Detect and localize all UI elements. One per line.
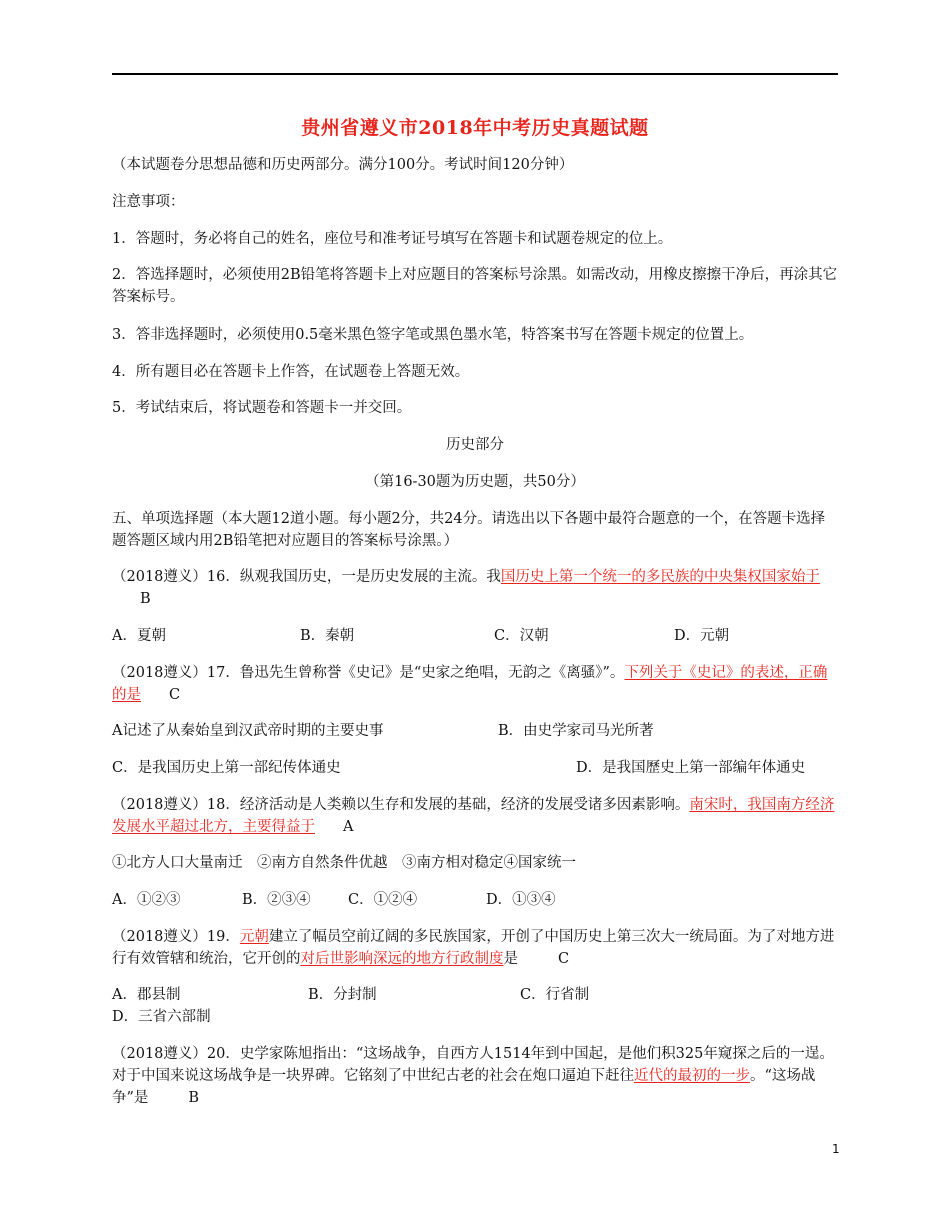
- q19-stem-middle: 建立了幅员空前辽阔的多民族国家，开创了中国历史上第三次大一统局面。为了对地方进行有效管辖和统治，它开创的: [112, 929, 835, 967]
- question-16: [112, 566, 838, 610]
- q16-option-b: B．秦朝: [300, 628, 355, 644]
- q17-options-row1: [112, 720, 838, 742]
- intro-text: （本试题卷分思想品德和历史两部分。满分100分。考试时间120分钟）: [112, 157, 574, 173]
- section-title: 历史部分: [446, 437, 504, 453]
- q19-options-row1: [112, 984, 838, 1006]
- q19-option-a: A．郡县制: [112, 987, 181, 1003]
- q17-option-a: A记述了从秦始皇到汉武帝时期的主要史事: [112, 723, 384, 739]
- doc-title: 贵州省遵义市2018年中考历史真题试题: [301, 117, 649, 139]
- note-2: 2．答选择题时，必须使用2B铅笔将答题卡上对应题目的答案标号涂黑。如需改动，用橡皮擦擦干净后，再涂其它答案标号。: [112, 267, 838, 305]
- q19-option-d: D．三省六部制: [112, 1009, 211, 1025]
- note-4: 4．所有题目必在答题卡上作答，在试题卷上答题无效。: [112, 364, 470, 380]
- q18-highlight: 南宋时，我国南方经济发展水平超过北方，主要得益于: [112, 797, 835, 835]
- q19-stem-prefix: （2018遵义）19．: [112, 929, 240, 945]
- q19-option-c: C．行省制: [520, 987, 590, 1003]
- q19-highlight-2: 对后世影响深远的地方行政制度: [300, 951, 504, 967]
- q16-option-a: A．夏朝: [112, 628, 166, 644]
- q18-option-c: C．①②④: [348, 892, 418, 908]
- q16-stem: （2018遵义）16．纵观我国历史，一是历史发展的主流。我: [112, 569, 501, 585]
- notes-heading: 注意事项：: [112, 194, 185, 210]
- section-subtitle: （第16-30题为历史题，共50分）: [365, 474, 585, 490]
- question-19: [112, 926, 838, 970]
- q20-stem-suffix: 。“这场战争”是: [112, 1068, 816, 1106]
- question-18: [112, 794, 838, 838]
- q18-option-d: D．①③④: [486, 892, 556, 908]
- q17-highlight: 下列关于《史记》的表述，正确的是: [112, 665, 828, 703]
- header-rule: [112, 73, 838, 75]
- q16-option-d: D．元朝: [674, 628, 730, 644]
- q19-answer: C: [558, 951, 570, 967]
- q16-highlight: 国历史上第一个统一的多民族的中央集权国家始于: [500, 569, 820, 585]
- question-17: [112, 662, 838, 706]
- q18-items: ①北方人口大量南迁 ②南方自然条件优越 ③南方相对稳定④国家统一: [112, 855, 576, 871]
- q18-option-a: A．①②③: [112, 892, 181, 908]
- q16-option-c: C．汉朝: [494, 628, 549, 644]
- q18-option-b: B．②③④: [242, 892, 311, 908]
- q19-options-row2: [112, 1006, 838, 1028]
- q17-answer: C: [169, 687, 181, 703]
- q20-stem: （2018遵义）20．史学家陈旭指出：“这场战争，自西方人1514年到中国起，是他们积325年窥探之后的一逞。对于中国来说这场战争是一块界碑。它铭刻了中世纪古老的社会在炮口逼迫下赶往: [112, 1046, 834, 1084]
- q18-answer: A: [343, 819, 354, 835]
- q17-option-c: C．是我国历史上第一部纪传体通史: [112, 760, 341, 776]
- q19-highlight-1: 元朝: [239, 929, 269, 945]
- q20-answer: B: [188, 1090, 200, 1106]
- q18-options: [112, 889, 838, 911]
- q17-options-row2: [112, 757, 838, 779]
- q19-option-b: B．分封制: [308, 987, 377, 1003]
- q20-highlight: 近代的最初的一步: [634, 1068, 750, 1084]
- q17-option-d: D．是我国歷史上第一部编年体通史: [576, 760, 806, 776]
- q17-stem: （2018遵义）17．鲁迅先生曾称誉《史记》是“史家之绝唱，无韵之《离骚》”。: [112, 665, 625, 681]
- page-number: 1: [832, 1142, 840, 1156]
- note-1: 1．答题时，务必将自己的姓名，座位号和准考证号填写在答题卡和试题卷规定的位上。: [112, 231, 673, 247]
- question-20: [112, 1043, 838, 1109]
- q17-option-b: B．由史学家司马光所著: [498, 723, 654, 739]
- q16-options: [112, 625, 838, 647]
- q16-answer: B: [140, 591, 151, 607]
- q18-stem: （2018遵义）18．经济活动是人类赖以生存和发展的基础，经济的发展受诸多因素影响。: [112, 797, 690, 813]
- note-5: 5．考试结束后，将试题卷和答题卡一并交回。: [112, 400, 412, 416]
- q19-stem-suffix: 是: [503, 951, 518, 967]
- part5-instructions: 五、单项选择题（本大题12道小题。每小题2分，共24分。请选出以下各题中最符合题意的一个，在答题卡选择题答题区域内用2B铅笔把对应题目的答案标号涂黑。）: [112, 511, 826, 549]
- note-3: 3．答非选择题时，必须使用0.5毫米黑色签字笔或黑色墨水笔，特答案书写在答题卡规定的位置上。: [112, 327, 754, 343]
